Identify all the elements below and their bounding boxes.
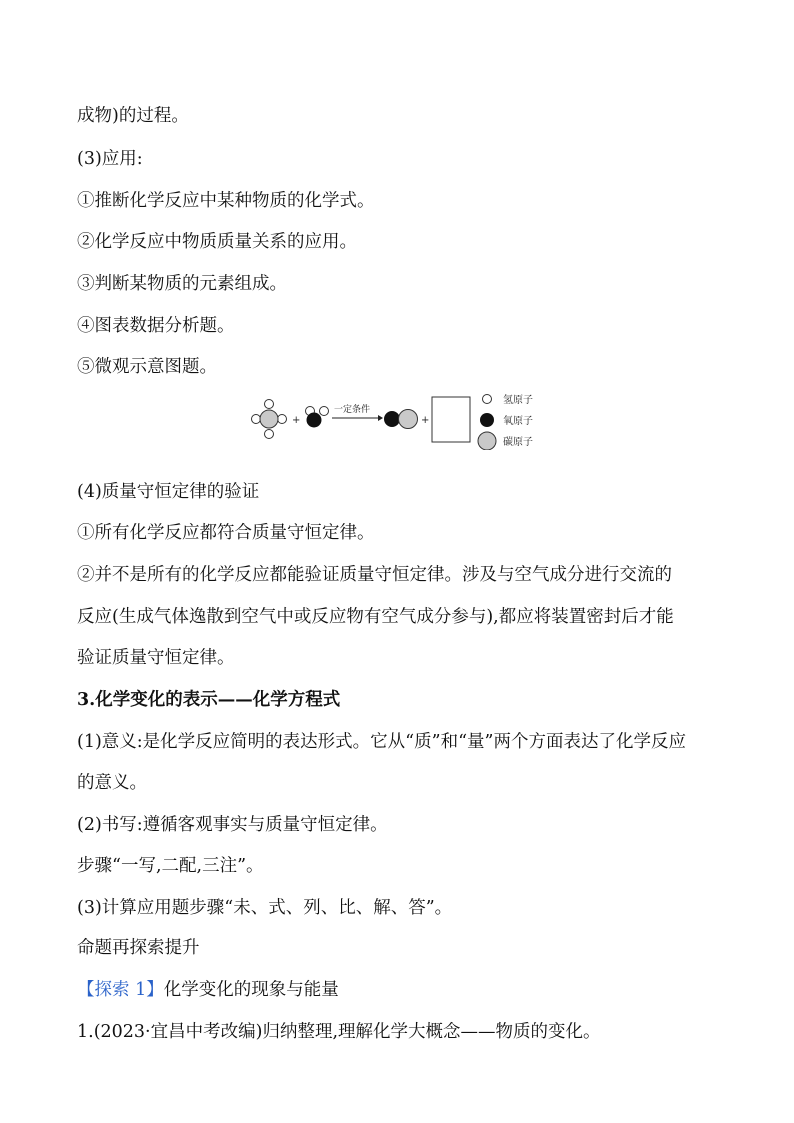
carbon-atom-icon <box>260 410 278 428</box>
text-line: 的意义。 <box>77 773 147 793</box>
section-title-explore: 命题再探索提升 <box>77 938 200 958</box>
section-title-equation: 3.化学变化的表示——化学方程式 <box>77 690 341 710</box>
list-item: ①推断化学反应中某种物质的化学式。 <box>77 191 375 211</box>
text-line: 步骤“一写,二配,三注”。 <box>77 856 264 876</box>
list-item: ⑤微观示意图题。 <box>77 357 217 377</box>
text-line: (2)书写:遵循客观事实与质量守恒定律。 <box>77 815 388 835</box>
list-item: ④图表数据分析题。 <box>77 316 235 336</box>
legend-oxygen-icon <box>480 413 494 427</box>
question-line: 1.(2023·宜昌中考改编)归纳整理,理解化学大概念——物质的变化。 <box>77 1022 601 1042</box>
plus-sign: + <box>292 415 301 426</box>
arrow-label: 一定条件 <box>334 405 371 415</box>
unknown-product-box <box>432 397 470 442</box>
text-line: (3)计算应用题步骤“未、式、列、比、解、答”。 <box>77 898 453 918</box>
explore-tag: 【探索 1】 <box>77 980 164 1000</box>
list-item: ①所有化学反应都符合质量守恒定律。 <box>77 523 375 543</box>
explore-heading <box>77 978 339 1002</box>
hydrogen-atom-icon <box>278 415 287 424</box>
arrow-head-icon <box>378 415 383 421</box>
text-line: 验证质量守恒定律。 <box>77 648 235 668</box>
section-heading-verification: (4)质量守恒定律的验证 <box>77 482 260 502</box>
hydrogen-atom-icon <box>320 407 329 416</box>
text-line: 反应(生成气体逸散到空气中或反应物有空气成分参与),都应将装置密封后才能 <box>77 607 674 627</box>
text-line: (1)意义:是化学反应简明的表达形式。它从“质”和“量”两个方面表达了化学反应 <box>77 732 686 752</box>
hydrogen-atom-icon <box>265 430 274 439</box>
legend-hydrogen-label: 氢原子 <box>503 395 533 406</box>
carbon-atom-icon <box>399 410 418 429</box>
micro-reaction-diagram <box>244 392 564 450</box>
text-line: 成物)的过程。 <box>77 106 189 126</box>
hydrogen-atom-icon <box>265 400 274 409</box>
legend-oxygen-label: 氧原子 <box>503 416 533 427</box>
list-item: ②并不是所有的化学反应都能验证质量守恒定律。涉及与空气成分进行交流的 <box>77 565 672 585</box>
hydrogen-atom-icon <box>252 415 261 424</box>
legend-carbon-icon <box>478 432 496 450</box>
legend-hydrogen-icon <box>483 395 492 404</box>
list-item: ②化学反应中物质质量关系的应用。 <box>77 232 357 252</box>
oxygen-atom-icon <box>385 412 400 427</box>
legend-carbon-label: 碳原子 <box>503 437 533 448</box>
plus-sign: + <box>421 415 430 426</box>
explore-title: 化学变化的现象与能量 <box>163 980 339 1000</box>
oxygen-atom-icon <box>307 413 321 427</box>
section-heading-application: (3)应用: <box>77 149 143 169</box>
list-item: ③判断某物质的元素组成。 <box>77 274 287 294</box>
